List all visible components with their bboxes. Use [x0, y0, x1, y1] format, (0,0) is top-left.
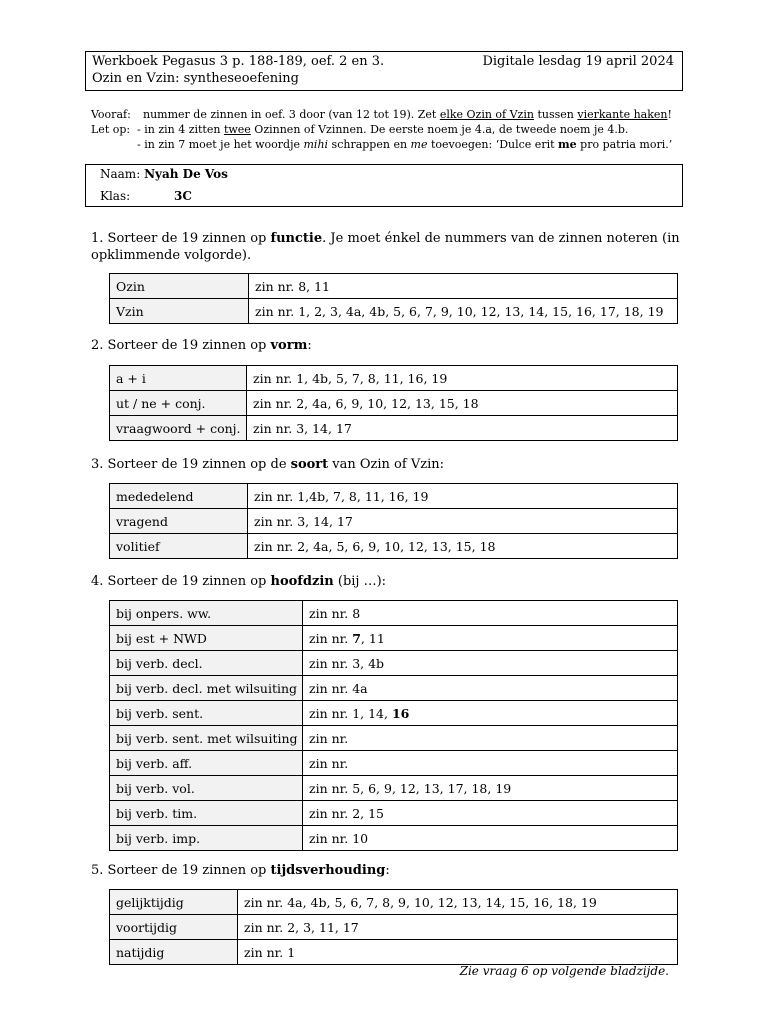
table-row	[110, 534, 678, 559]
table-row	[110, 601, 678, 626]
row-label: bij verb. sent.	[110, 701, 303, 726]
table-row	[110, 366, 678, 391]
student-box	[85, 164, 683, 207]
row-label: bij verb. decl.	[110, 651, 303, 676]
table-row	[110, 299, 678, 324]
table-row	[110, 509, 678, 534]
row-value[interactable]: zin nr. 2, 15	[303, 801, 678, 826]
row-label: natijdig	[110, 940, 238, 965]
table-row	[110, 626, 678, 651]
row-label: bij verb. tim.	[110, 801, 303, 826]
row-label: bij verb. aff.	[110, 751, 303, 776]
table-vorm	[109, 365, 678, 441]
name-label: Naam:	[100, 167, 141, 181]
table-tijdsverhouding	[109, 889, 678, 965]
row-value[interactable]: zin nr. 10	[303, 826, 678, 851]
table-row	[110, 701, 678, 726]
class-label: Klas:	[100, 189, 131, 203]
row-value[interactable]: zin nr.	[303, 726, 678, 751]
instructions	[91, 107, 681, 152]
class-row	[100, 189, 130, 203]
footer-note: Zie vraag 6 op volgende bladzijde.	[459, 964, 669, 978]
row-label: vraagwoord + conj.	[110, 416, 247, 441]
letop-line-1: Let op: - in zin 4 zitten twee Ozinnen of Vzinnen. De eerste noem je 4.a, de tweede noem je 4.b.	[91, 123, 629, 136]
row-label: bij onpers. ww.	[110, 601, 303, 626]
question-3: 3. Sorteer de 19 zinnen op de soort van Ozin of Vzin:	[91, 457, 444, 472]
table-soort	[109, 483, 678, 559]
row-label: Ozin	[110, 274, 249, 299]
letop-line-2: - in zin 7 moet je het woordje mihi schrappen en me toevoegen: ‘Dulce erit me pro patria mori.’	[137, 138, 673, 151]
letop-label: Let op:	[91, 123, 131, 136]
question-4: 4. Sorteer de 19 zinnen op hoofdzin (bij …):	[91, 574, 387, 589]
row-value[interactable]: zin nr. 3, 14, 17	[247, 416, 678, 441]
row-label: mededelend	[110, 484, 248, 509]
row-label: bij verb. sent. met wilsuiting	[110, 726, 303, 751]
worksheet-title: Werkboek Pegasus 3 p. 188-189, oef. 2 en 3.	[92, 54, 385, 69]
table-row	[110, 751, 678, 776]
row-value[interactable]: zin nr.	[303, 751, 678, 776]
table-row	[110, 676, 678, 701]
row-label: a + i	[110, 366, 247, 391]
name-row	[100, 167, 228, 181]
row-value[interactable]: zin nr. 4a	[303, 676, 678, 701]
table-row	[110, 726, 678, 751]
row-value[interactable]: zin nr. 8	[303, 601, 678, 626]
row-value[interactable]: zin nr. 1	[238, 940, 678, 965]
table-row	[110, 484, 678, 509]
row-value[interactable]: zin nr. 3, 4b	[303, 651, 678, 676]
table-row	[110, 776, 678, 801]
lesson-date: Digitale lesdag 19 april 2024	[482, 54, 674, 69]
row-label: bij verb. decl. met wilsuiting	[110, 676, 303, 701]
table-row	[110, 826, 678, 851]
student-name: Nyah De Vos	[144, 167, 228, 181]
row-value[interactable]: zin nr. 2, 3, 11, 17	[238, 915, 678, 940]
row-label: voortijdig	[110, 915, 238, 940]
vooraf-line: Vooraf: nummer de zinnen in oef. 3 door (van 12 tot 19). Zet elke Ozin of Vzin tussen vierkante haken!	[91, 108, 672, 121]
row-value[interactable]: zin nr. 7, 11	[303, 626, 678, 651]
row-value[interactable]: zin nr. 4a, 4b, 5, 6, 7, 8, 9, 10, 12, 13, 14, 15, 16, 18, 19	[238, 890, 678, 915]
row-value[interactable]: zin nr. 1, 4b, 5, 7, 8, 11, 16, 19	[247, 366, 678, 391]
row-value[interactable]: zin nr. 3, 14, 17	[248, 509, 678, 534]
table-row	[110, 915, 678, 940]
row-value[interactable]: zin nr. 8, 11	[249, 274, 678, 299]
table-row	[110, 274, 678, 299]
row-value[interactable]: zin nr. 5, 6, 9, 12, 13, 17, 18, 19	[303, 776, 678, 801]
table-row	[110, 416, 678, 441]
table-row	[110, 890, 678, 915]
row-label: ut / ne + conj.	[110, 391, 247, 416]
table-row	[110, 391, 678, 416]
student-class: 3C	[174, 189, 192, 203]
row-label: vragend	[110, 509, 248, 534]
question-5: 5. Sorteer de 19 zinnen op tijdsverhouding:	[91, 863, 390, 878]
table-row	[110, 651, 678, 676]
row-value[interactable]: zin nr. 1, 2, 3, 4a, 4b, 5, 6, 7, 9, 10, 12, 13, 14, 15, 16, 17, 18, 19	[249, 299, 678, 324]
row-label: volitief	[110, 534, 248, 559]
header-box	[85, 51, 683, 91]
row-label: bij verb. imp.	[110, 826, 303, 851]
question-2: 2. Sorteer de 19 zinnen op vorm:	[91, 338, 312, 353]
row-label: bij verb. vol.	[110, 776, 303, 801]
worksheet-subtitle: Ozin en Vzin: syntheseoefening	[92, 71, 299, 86]
table-row	[110, 940, 678, 965]
table-row	[110, 801, 678, 826]
row-value[interactable]: zin nr. 1, 14, 16	[303, 701, 678, 726]
row-label: gelijktijdig	[110, 890, 238, 915]
vooraf-label: Vooraf:	[91, 108, 131, 121]
row-value[interactable]: zin nr. 2, 4a, 6, 9, 10, 12, 13, 15, 18	[247, 391, 678, 416]
row-value[interactable]: zin nr. 2, 4a, 5, 6, 9, 10, 12, 13, 15, 18	[248, 534, 678, 559]
row-label: bij est + NWD	[110, 626, 303, 651]
row-value[interactable]: zin nr. 1,4b, 7, 8, 11, 16, 19	[248, 484, 678, 509]
table-hoofdzin	[109, 600, 678, 851]
table-functie	[109, 273, 678, 324]
question-1: 1. Sorteer de 19 zinnen op functie. Je moet énkel de nummers van de zinnen noteren (in opklimmende volgorde).	[91, 231, 680, 263]
row-label: Vzin	[110, 299, 249, 324]
